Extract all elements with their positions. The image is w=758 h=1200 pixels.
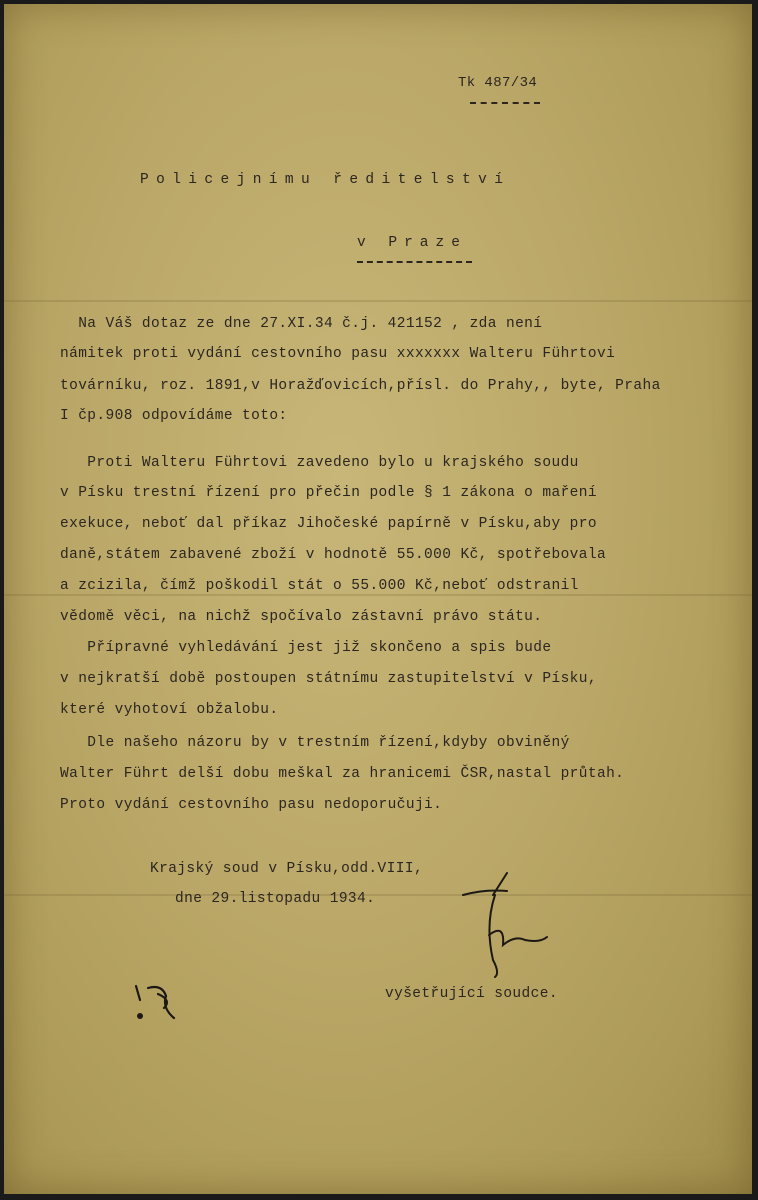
body-line: Walter Führt delší dobu meškal za hranicemi ČSR,nastal průtah. [60,766,625,782]
body-line: továrníku, roz. 1891,v Horažďovicích,přísl. do Prahy,, byte, Praha [60,378,661,394]
reference-underline [470,102,540,104]
signing-date: dne 29.listopadu 1934. [175,891,376,907]
fold-line [4,894,752,896]
body-line: které vyhotoví obžalobu. [60,702,279,718]
body-line: Na Váš dotaz ze dne 27.XI.34 č.j. 421152 , zda není [60,316,543,332]
body-line: Dle našeho názoru by v trestním řízení,kdyby obviněný [60,735,570,751]
body-line: Proto vydání cestovního pasu nedoporučuji. [60,797,443,813]
court-place: Krajský soud v Písku,odd.VIII, [150,861,424,877]
body-line: I čp.908 odpovídáme toto: [60,408,288,424]
addressee-line-1: Policejnímu ředitelství [140,172,511,188]
addressee-underline [357,261,472,263]
body-line: Přípravné vyhledávání jest již skončeno a spis bude [60,640,552,656]
handwritten-mark [128,978,188,1028]
body-line: v nejkratší době postoupen státnímu zastupitelství v Písku, [60,671,597,687]
fold-line [4,300,752,302]
body-line: v Písku trestní řízení pro přečin podle § 1 zákona o maření [60,485,597,501]
body-line: Proti Walteru Führtovi zavedeno bylo u krajského soudu [60,455,579,471]
body-line: vědomě věci, na nichž spočívalo zástavní právo státu. [60,609,543,625]
reference-number: Tk 487/34 [458,75,538,91]
body-line: exekuce, neboť dal příkaz Jihočeské papírně v Písku,aby pro [60,516,597,532]
signer-role: vyšetřující soudce. [385,986,558,1002]
fold-line [4,594,752,596]
body-line: námitek proti vydání cestovního pasu xxxxxxx Walteru Führtovi [60,346,616,362]
body-line: daně,státem zabavené zboží v hodnotě 55.000 Kč, spotřebovala [60,547,607,563]
addressee-line-2: v Praze [357,235,467,251]
body-line: a zcizila, čímž poškodil stát o 55.000 Kč,neboť odstranil [60,578,579,594]
handwritten-signature [455,865,555,980]
